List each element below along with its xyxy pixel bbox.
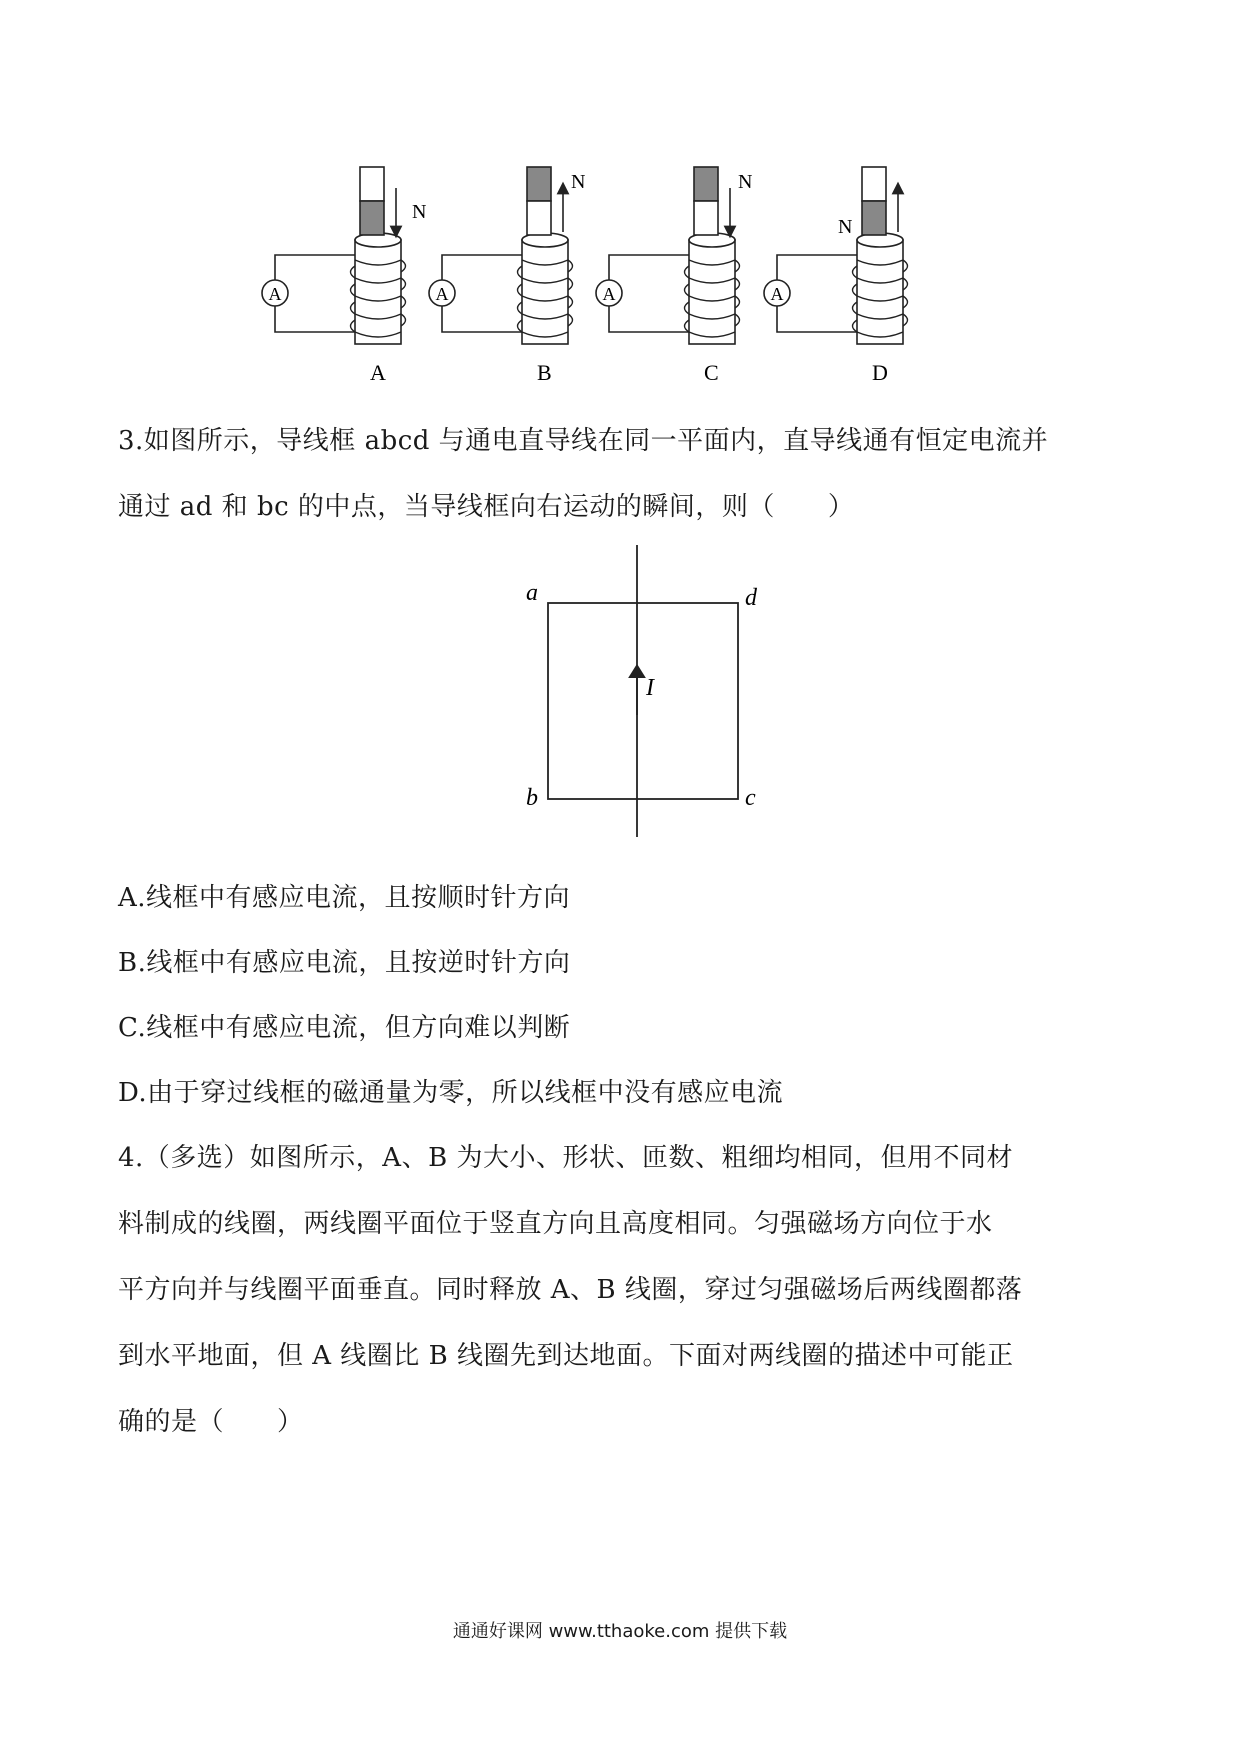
panel-a: [262, 167, 426, 385]
panel-b: [429, 167, 585, 385]
figure-magnet-coils: [260, 160, 1000, 385]
panel-label-c: C: [704, 360, 719, 385]
panel-label-d: D: [872, 360, 888, 385]
panel-c: [596, 167, 752, 385]
option-c: C.线框中有感应电流，但方向难以判断: [118, 1013, 571, 1043]
ammeter-label: A: [268, 284, 282, 304]
panel-label-b: B: [537, 360, 552, 385]
corner-label-b: b: [526, 785, 538, 811]
panel-d: [764, 167, 908, 385]
frame-rect: [548, 603, 738, 799]
question4-line5: 确的是（ ）: [118, 1407, 304, 1437]
question4-line2: 料制成的线圈，两线圈平面位于竖直方向且高度相同。匀强磁场方向位于水: [118, 1209, 993, 1239]
pole-label: N: [738, 171, 753, 193]
pole-label: N: [412, 201, 427, 223]
figure-frame-wire: [500, 545, 780, 845]
footer-text: 通通好课网 www.tthaoke.com 提供下载: [452, 1621, 788, 1642]
pole-label: N: [838, 216, 853, 238]
corner-label-d: d: [745, 585, 757, 611]
question4-line4: 到水平地面，但 A 线圈比 B 线圈先到达地面。下面对两线圈的描述中可能正: [118, 1341, 1014, 1371]
corner-label-c: c: [745, 785, 756, 811]
corner-label-a: a: [526, 580, 538, 606]
current-label: I: [646, 675, 654, 701]
question3-line2: 通过 ad 和 bc 的中点，当导线框向右运动的瞬间，则（ ）: [118, 492, 855, 522]
pole-label: N: [571, 171, 586, 193]
svg-text:A: A: [602, 284, 616, 304]
svg-text:A: A: [435, 284, 449, 304]
option-b: B.线框中有感应电流，且按逆时针方向: [118, 948, 571, 978]
svg-text:A: A: [770, 284, 784, 304]
question4-line3: 平方向并与线圈平面垂直。同时释放 A、B 线圈，穿过匀强磁场后两线圈都落: [118, 1275, 1023, 1305]
question4-line1: 4.（多选）如图所示，A、B 为大小、形状、匝数、粗细均相同，但用不同材: [118, 1143, 1013, 1173]
option-d: D.由于穿过线框的磁通量为零，所以线框中没有感应电流: [118, 1078, 784, 1108]
option-a: A.线框中有感应电流，且按顺时针方向: [118, 883, 571, 913]
panel-label-a: A: [370, 360, 386, 385]
question3-line1: 3.如图所示，导线框 abcd 与通电直导线在同一平面内，直导线通有恒定电流并: [118, 426, 1049, 456]
